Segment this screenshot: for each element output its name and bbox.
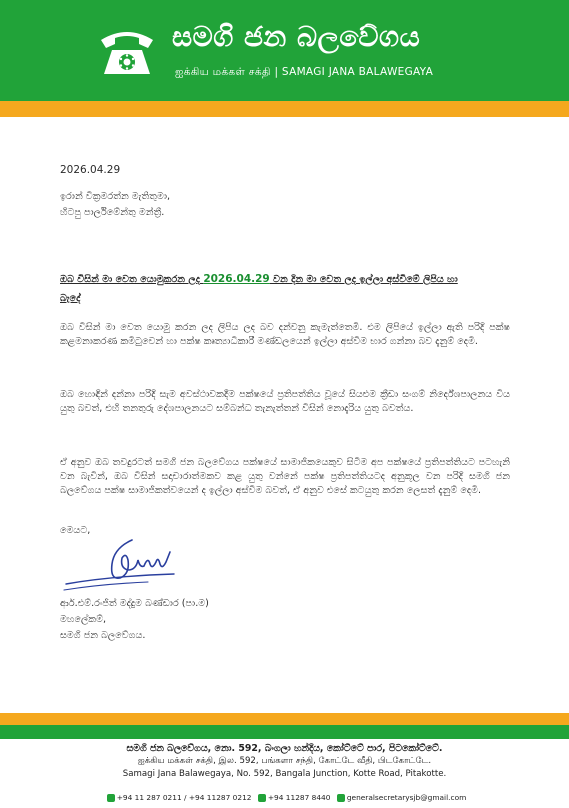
addressee: [60, 190, 510, 222]
signatory-organization: සමගි ජන බලවේගය.: [60, 630, 146, 641]
party-subtitle: ஐக்கிய மக்கள் சக்தி | SAMAGI JANA BALAWEGAYA: [175, 66, 434, 78]
letter-date: 2026.04.29: [60, 164, 121, 176]
footer-email[interactable]: generalsecretarysjb@gmail.com: [346, 793, 467, 802]
footer-address-english: Samagi Jana Balawegaya, No. 592, Bangala Junction, Kotte Road, Pitakotte.: [122, 769, 447, 779]
footer-address-sinhala: සමගි ජන බලවේගය, නො. 592, බංගලා හන්දිය, කෝට්ටේ පාර, පිටකෝට්ටේ.: [126, 743, 443, 754]
header-orange-stripe: [0, 101, 569, 117]
letterhead-banner: [0, 0, 569, 101]
telephone-icon: [98, 26, 156, 78]
subject-line2: බැදේ: [60, 293, 81, 304]
footer-contacts: [0, 793, 569, 802]
letter-subject: [60, 270, 510, 308]
phone-icon: [107, 794, 115, 802]
footer-phone-2[interactable]: +94 11287 8440: [267, 793, 331, 802]
signatory-title: මහලේකම්,: [60, 614, 107, 625]
paragraph-2: ඔබ හොඳින් දන්නා පරිදි සැම අවස්ථාවකදීම පක්ෂයේ ප්‍රතිපත්තිය වූයේ සියළුම ක්‍රීඩා සංගම් නිර්දේශපාලනය විය යුතු බවත්, එහි තනතුරු දේශපාලනයට සම්බන්ධ තැනැත්තන් විසින් නොදැරිය යුතු බවත්ය.: [60, 389, 510, 414]
addressee-name: ඉරාන් වික්‍රමරත්න මැතිතුමා,: [60, 191, 171, 202]
footer-address: [0, 742, 569, 781]
paragraph-1: ඔබ විසින් මා වෙත යොමු කරන ලද ලිපිය ලද බව දන්වනු කැමැත්තෙමි. එම ලිපියේ ඉල්ලා ඇති පරිදි පක්ෂ කළමනාකරණ කමිටුවෙන් හා පක්ෂ කෘත්‍යාධිකාරී මණ්ඩලයෙන් ඉල්ලා අස්වීම භාර ගන්නා බව දැනුම් දෙමි.: [60, 322, 510, 347]
party-name: සමගි ජන බලවේගය: [172, 20, 421, 53]
footer-address-tamil: ஐக்கிய மக்கள் சக்தி, இல. 592, பங்களா சந்தி, கோட்டே வீதி, பிடகோட்டே.: [137, 756, 432, 766]
paragraph-3: ඒ අනුව ඔබ තවදුරටත් සමගි ජන බලවේගය පක්ෂයේ සාමාජිකයෙකුව සිටීම අප පක්ෂයේ ප්‍රතිපත්තියට පටහැනි වන බැවින්, ඔබ විසින් සදාචාරාත්මකව කළ යුතු වන්නේ පක්ෂ ප්‍රතිපත්තියටද අනුකූල වන පරිදි සමගි ජන බලවේගය පක්ෂ සාමාජිකත්වයෙන් ද ඉල්ලා අස්වීම බවත්, ඒ අනුව එසේ කටයුතු කරන ලෙසත් දැනුම් දෙමි.: [60, 457, 510, 496]
signature-image: [62, 534, 182, 594]
subject-date: 2026.04.29: [203, 273, 270, 285]
footer-orange-stripe: [0, 713, 569, 725]
signatory-block: [60, 596, 209, 644]
addressee-title: හිටපු පාර්ලිමේන්තු මන්ත්‍රී.: [60, 207, 165, 218]
fax-icon: [258, 794, 266, 802]
email-icon: [337, 794, 345, 802]
footer-phone-1[interactable]: +94 11 287 0211 / +94 11287 0212: [116, 793, 252, 802]
subject-suffix: වන දින මා වෙත ලද ඉල්ලා අස්වීමේ ලිපිය හා: [269, 274, 458, 285]
closing: මෙයට,: [60, 525, 91, 536]
signatory-name: ආර්.එම්.රංජිත් මද්දුම බණ්ඩාර (පා.ම): [60, 598, 209, 609]
footer-green-stripe: [0, 725, 569, 739]
subject-prefix: ඔබ විසින් මා වෙත යොමුකරන ලද: [60, 274, 204, 285]
